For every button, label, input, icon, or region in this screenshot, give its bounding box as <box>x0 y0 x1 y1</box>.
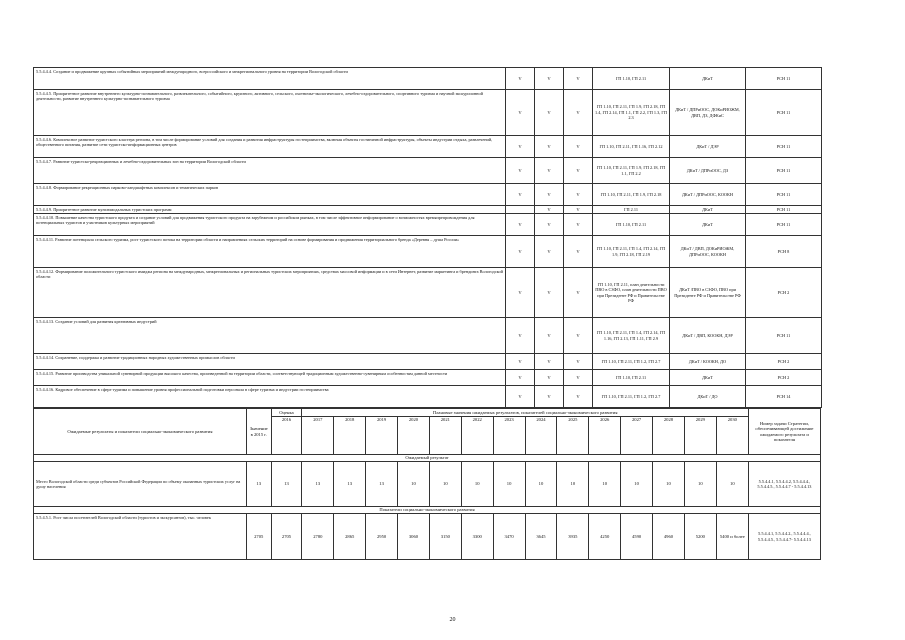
period-mark: V <box>535 136 564 158</box>
period-mark: V <box>535 206 564 214</box>
rsn-code: РСН 11 <box>746 136 822 158</box>
year-value: 2780 <box>302 514 334 560</box>
executor: ДКиТ <box>670 214 746 236</box>
rsn-code: РСН 2 <box>746 354 822 370</box>
rsn-code: РСН 11 <box>746 214 822 236</box>
program-reference: ГП 1.10, ГП 2.11, ГП 1.4, ГП 2.14, ГП 1.9, ГП 2.18, ГП 2.19 <box>593 236 670 268</box>
executor: ДКиТ <box>670 370 746 386</box>
period-mark: V <box>506 90 535 136</box>
program-reference: ГП 1.10, ГП 2.11, ГП 1.16, ГП 2.12 <box>593 136 670 158</box>
task-text: 5.5.4.4.4. Создание и продвижение крупных событийных мероприятий международного, всероссийского и межрегионального уровня на территории Вологодской области <box>34 68 506 90</box>
year-header: 2028 <box>653 417 685 455</box>
year-header: 2025 <box>557 417 589 455</box>
task-row <box>34 236 822 268</box>
period-mark: V <box>506 136 535 158</box>
period-mark: V <box>506 386 535 408</box>
period-mark: V <box>564 386 593 408</box>
results-table <box>33 408 821 560</box>
year-value: 10 <box>653 462 685 507</box>
period-mark <box>506 206 535 214</box>
executor: ДКиТ <box>670 206 746 214</box>
year-header: 2024 <box>525 417 557 455</box>
period-mark: V <box>535 354 564 370</box>
task-row <box>34 214 822 236</box>
page-number: 20 <box>449 617 456 623</box>
rsn-code: РСН 11 <box>746 90 822 136</box>
year-header: 2022 <box>461 417 493 455</box>
executor: ДКиТ / ДВП, ДОКиРИОЖМ, ДПРиООС, КООКН <box>670 236 746 268</box>
year-value: 3150 <box>429 514 461 560</box>
year-value: 2950 <box>366 514 398 560</box>
year-header: 2026 <box>589 417 621 455</box>
task-numbers: 5.5.4.4.1, 5.5.4.4.2., 5.5.4.4.4., 5.5.4.4.5., 5.5.4.4.7- 5.5.4.4.13 <box>748 514 820 560</box>
year-value: 10 <box>557 462 589 507</box>
period-mark: V <box>535 158 564 184</box>
rsn-code: РСН 2 <box>746 268 822 318</box>
period-mark: V <box>564 206 593 214</box>
period-mark: V <box>506 214 535 236</box>
program-reference: ГП 1.10, ГП 2.11, ГП 1.9, ГП 2.18, ГП 1.4, ГП 2.14, ГП 1.1, ГП 2.2, ГП 1.3, ГП 2.3 <box>593 90 670 136</box>
period-mark: V <box>564 158 593 184</box>
period-mark: V <box>506 184 535 206</box>
period-mark: V <box>535 90 564 136</box>
year-header: 2021 <box>429 417 461 455</box>
rsn-code: РСН 11 <box>746 158 822 184</box>
period-mark: V <box>564 236 593 268</box>
program-reference: ГП 1.10, ГП 2.11, план деятельности ПВО в СЗФО, план деятельности ПВО при Президенте РФ и Правительстве РФ <box>593 268 670 318</box>
executor: ДКиТ <box>670 68 746 90</box>
year-value: 3645 <box>525 514 557 560</box>
period-mark: V <box>564 68 593 90</box>
program-reference: ГП 1.10, ГП 2.11 <box>593 370 670 386</box>
year-value: 13 <box>334 462 366 507</box>
year-header: 2029 <box>684 417 716 455</box>
year-value: 10 <box>684 462 716 507</box>
period-mark: V <box>564 214 593 236</box>
year-value: 4250 <box>589 514 621 560</box>
year-header: 2017 <box>302 417 334 455</box>
planned-header: Плановые значения ожидаемых результатов, показателей социально-экономического развития <box>302 409 748 417</box>
period-mark: V <box>506 370 535 386</box>
task-row <box>34 136 822 158</box>
period-mark: V <box>535 68 564 90</box>
row-label: 5.5.4.5.1. Рост числа посетителей Вологодской области (туристов и экскурсантов), тыс. человек <box>34 514 247 560</box>
period-mark: V <box>535 370 564 386</box>
year-value: 4960 <box>653 514 685 560</box>
period-mark: V <box>506 268 535 318</box>
tasks-table <box>33 67 822 408</box>
period-mark: V <box>506 236 535 268</box>
executor: ДКиТ / ДО <box>670 386 746 408</box>
task-row <box>34 184 822 206</box>
task-text: 5.5.4.4.16. Кадровое обеспечение в сфере туризма и повышение уровня профессиональной подготовки персонала в сфере туризма и индустрии гостеприимства <box>34 386 506 408</box>
program-reference: ГП 2.11 <box>593 206 670 214</box>
period-mark: V <box>564 354 593 370</box>
task-text: 5.5.4.4.9. Приоритетное развитие мультимодальных туристских программ <box>34 206 506 214</box>
task-row <box>34 370 822 386</box>
year-value: 10 <box>398 462 430 507</box>
year-value: 2705 <box>271 514 302 560</box>
period-mark: V <box>506 354 535 370</box>
rsn-code: РСН 2 <box>746 370 822 386</box>
year-value: 3935 <box>557 514 589 560</box>
year-header: 2019 <box>366 417 398 455</box>
value-2015: 2705 <box>246 514 271 560</box>
program-reference: ГП 1.10, ГП 2.11, ГП 1.9, ГП 2.18, ГП 1.1, ГП 2.2 <box>593 158 670 184</box>
results-header-title: Ожидаемые результаты и показатели социально-экономического развития <box>34 409 247 455</box>
year-value: 3060 <box>398 514 430 560</box>
year-value: 10 <box>589 462 621 507</box>
year-value: 10 <box>525 462 557 507</box>
year-value: 10 <box>621 462 653 507</box>
rsn-code: РСН 11 <box>746 68 822 90</box>
rsn-code: РСН 14 <box>746 386 822 408</box>
rsn-code: РСН 11 <box>746 206 822 214</box>
task-row <box>34 158 822 184</box>
year-value: 3470 <box>493 514 525 560</box>
rsn-code: РСН 8 <box>746 236 822 268</box>
year-header: 2016 <box>271 417 302 455</box>
value-2015: 13 <box>246 462 271 507</box>
period-mark: V <box>564 370 593 386</box>
year-value: 13 <box>271 462 302 507</box>
task-row <box>34 68 822 90</box>
period-mark: V <box>535 184 564 206</box>
period-mark: V <box>564 136 593 158</box>
estimate-header: Оценка <box>271 409 302 417</box>
period-mark: V <box>535 318 564 354</box>
year-value: 13 <box>366 462 398 507</box>
task-row <box>34 90 822 136</box>
period-mark: V <box>564 268 593 318</box>
rsn-code: РСН 11 <box>746 318 822 354</box>
program-reference: ГП 1.10, ГП 2.11 <box>593 68 670 90</box>
task-text: 5.5.4.4.8. Формирование рекреационных парково-ландшафтных комплексов и тематических парков <box>34 184 506 206</box>
year-value: 5400 и более <box>716 514 748 560</box>
task-text: 5.5.4.4.11. Развитие потенциала сельского туризма, рост туристского потока на территории области и направлениях сельских территорий на основе формирования и продвижения территориального бренда «Деревня – душа России» <box>34 236 506 268</box>
year-value: 13 <box>302 462 334 507</box>
year-value: 2865 <box>334 514 366 560</box>
executor: ДКиТ /ПВО в СЗФО, ПВО при Президенте РФ и Правительстве РФ <box>670 268 746 318</box>
executor: ДКиТ / КООКН, ДО <box>670 354 746 370</box>
task-row <box>34 318 822 354</box>
rsn-code: РСН 11 <box>746 184 822 206</box>
task-text: 5.5.4.4.15. Развитие производства уникальной сувенирной продукции высокого качества, произведенной на территории области, соответствующей традиционным художественно-сувенирным особенностям данной местности <box>34 370 506 386</box>
task-row <box>34 386 822 408</box>
executor: ДКиТ / ДПРиООС, ДЗ <box>670 158 746 184</box>
year-value: 10 <box>716 462 748 507</box>
period-mark: V <box>564 90 593 136</box>
task-text: 5.5.4.4.10. Повышение качества туристского продукта и создание условий для продвижения туристского продукта на зарубежном и российском рынках, в том числе эффективное информирование о возможностях времяпрепровождения для потенциальных туристов и участников культурных мероприятий <box>34 214 506 236</box>
period-mark: V <box>535 268 564 318</box>
task-row <box>34 206 822 214</box>
period-mark: V <box>506 158 535 184</box>
task-numbers: 5.5.4.4.1, 5.5.4.4.2, 5.5.4.4.4., 5.5.4.4.5., 5.5.4.4.7 - 5.5.4.4.13 <box>748 462 820 507</box>
task-row <box>34 268 822 318</box>
executor: ДКиТ / ДПРиООС, КООКН <box>670 184 746 206</box>
expected-result-section: Ожидаемый результат <box>34 455 821 462</box>
task-text: 5.5.4.4.12. Формирование положительного туристского имиджа региона на международных, межрегиональных и региональных туристских мероприятиях, средствах массовой информации и в сети Интернет, развитие маркетинга и брендинга Вологодской области <box>34 268 506 318</box>
year-header: 2030 <box>716 417 748 455</box>
indicators-section: Показатели социально-экономического развития <box>34 507 821 514</box>
period-mark: V <box>506 68 535 90</box>
task-text: 5.5.4.4.5. Приоритетное развитие внутреннего культурно-познавательного, развлекательного, событийного, круизного, активного, сельского, охотничье-экологического, лечебно-оздоровительного, спортивного туризма и научной экскурсионной деятельности, развитие внутреннего культурно-познавательного туризма <box>34 90 506 136</box>
executor: ДКиТ / ДЭР <box>670 136 746 158</box>
task-number-header: Номер задачи Стратегии, обеспечивающей достижение ожидаемого результата и показателя <box>748 409 820 455</box>
period-mark: V <box>506 318 535 354</box>
strategy-table-page <box>33 67 821 560</box>
program-reference: ГП 1.10, ГП 2.11, ГП 1.4, ГП 2.14, ГП 1.16, ГП 2.13, ГП 1.11, ГП 2.9 <box>593 318 670 354</box>
row-label: Место Вологодской области среди субъектов Российской Федерации по объему оказанных туристских услуг на душу населения <box>34 462 247 507</box>
year-value: 10 <box>429 462 461 507</box>
program-reference: ГП 1.10, ГП 2.11, ГП 1.2, ГП 2.7 <box>593 354 670 370</box>
year-header: 2018 <box>334 417 366 455</box>
task-text: 5.5.4.4.6. Комплексное развитие туристского кластера региона, в том числе формирование условий для создания и развития инфраструктуры гостеприимства, включая объекты гостиничной инфраструктуры, объекты индустрии отдыха, развлечений, общественного питания, развитие сети туристско-информационных центров <box>34 136 506 158</box>
period-mark: V <box>535 214 564 236</box>
year-value: 3300 <box>461 514 493 560</box>
task-text: 5.5.4.4.7. Развитие туристско-рекреационных и лечебно-оздоровительных зон на территории Вологодской области <box>34 158 506 184</box>
year-header: 2023 <box>493 417 525 455</box>
period-mark: V <box>535 236 564 268</box>
value-2015-header: Значение в 2015 г. <box>246 409 271 455</box>
year-value: 4590 <box>621 514 653 560</box>
year-header: 2027 <box>621 417 653 455</box>
program-reference: ГП 1.10, ГП 2.11, ГП 1.2, ГП 2.7 <box>593 386 670 408</box>
task-row <box>34 354 822 370</box>
period-mark: V <box>564 184 593 206</box>
task-text: 5.5.4.4.13. Создание условий для развития креативных индустрий <box>34 318 506 354</box>
year-value: 5200 <box>684 514 716 560</box>
task-text: 5.5.4.4.14. Сохранение, поддержка и развитие традиционных народных художественных промыслов области <box>34 354 506 370</box>
year-value: 10 <box>461 462 493 507</box>
program-reference: ГП 1.10, ГП 2.11 <box>593 214 670 236</box>
period-mark: V <box>535 386 564 408</box>
period-mark: V <box>564 318 593 354</box>
year-header: 2020 <box>398 417 430 455</box>
program-reference: ГП 1.10, ГП 2.11, ГП 1.9, ГП 2.18 <box>593 184 670 206</box>
executor: ДКиТ / ДПРиООС, ДОКиРИОЖМ, ДВП, ДЗ, ДФКиС <box>670 90 746 136</box>
executor: ДКиТ / ДВП, КООКН, ДЭР <box>670 318 746 354</box>
year-value: 10 <box>493 462 525 507</box>
